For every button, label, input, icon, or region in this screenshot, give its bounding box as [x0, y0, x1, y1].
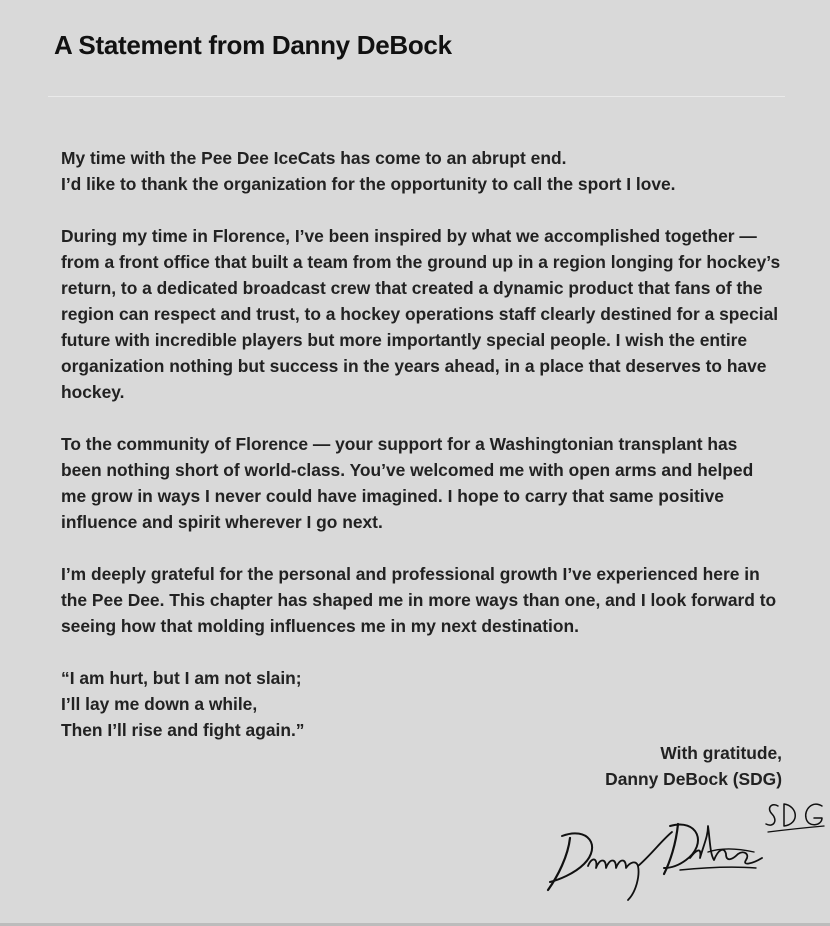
signature-stroke: [784, 804, 795, 826]
paragraph-opening: My time with the Pee Dee IceCats has come to an abrupt end. I’d like to thank the organization for the opportunity to call the sport I love.: [61, 148, 676, 194]
signature-stroke: [680, 867, 756, 870]
closing-block: [605, 740, 782, 792]
author-name: Danny DeBock (SDG): [605, 769, 782, 789]
sign-off: With gratitude,: [660, 743, 782, 763]
signature-stroke: [690, 826, 762, 864]
page-title: A Statement from Danny DeBock: [54, 30, 452, 60]
handwritten-signature: [540, 796, 830, 906]
signature-stroke: [766, 805, 778, 825]
signature-stroke: [768, 826, 824, 832]
paragraph-florence-time: During my time in Florence, I’ve been inspired by what we accomplished together — from a front office that built a team from the ground up in a region longing for hockey’s return, to a dedicated broadcast crew that created a dynamic product that fans of the region can respect and trust, to a hockey operations staff clearly destined for a special future with incredible players but more importantly special people. I wish the entire organization nothing but success in the years ahead, in a place that deserves to have hockey.: [61, 226, 781, 402]
signature-stroke: [708, 849, 754, 852]
statement-body: [61, 145, 781, 769]
title-divider: [48, 96, 785, 97]
signature-stroke: [638, 832, 672, 866]
signature-stroke: [588, 859, 639, 900]
signature-stroke: [806, 804, 822, 825]
paragraph-quote: “I am hurt, but I am not slain; I’ll lay me down a while, Then I’ll rise and fight again.”: [61, 668, 305, 740]
paragraph-gratitude: I’m deeply grateful for the personal and professional growth I’ve experienced here in the Pee Dee. This chapter has shaped me in more ways than one, and I look forward to seeing how that molding influences me in my next destination.: [61, 564, 777, 636]
paragraph-community: To the community of Florence — your support for a Washingtonian transplant has been nothing short of world-class. You’ve welcomed me with open arms and helped me grow in ways I never could have imagined. I hope to carry that same positive influence and spirit wherever I go next.: [61, 434, 754, 532]
